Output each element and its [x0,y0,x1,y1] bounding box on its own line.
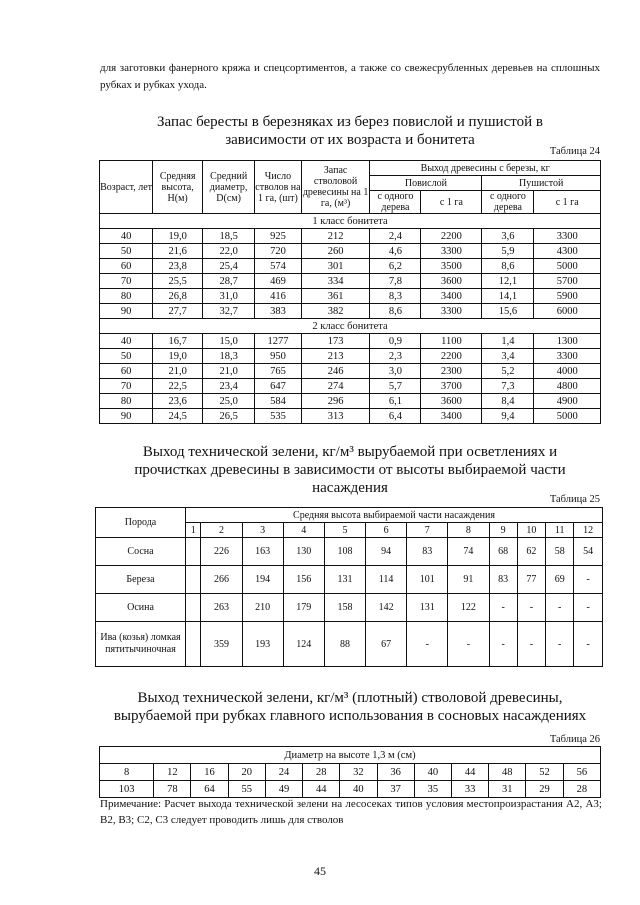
table-cell: 3400 [421,289,482,304]
table-cell: - [407,622,448,667]
table-cell: 64 [191,781,228,798]
table-cell: 647 [255,379,302,394]
table-cell: 296 [301,394,370,409]
table-cell: 3300 [421,244,482,259]
table-cell: 8,4 [482,394,534,409]
table-row [100,304,601,319]
table-cell: 28,7 [203,274,255,289]
diameter-cell: 24 [265,764,302,781]
header-height-value: 5 [324,523,365,538]
header-pushistaya: Пушистой [482,176,601,191]
table-cell: 266 [201,566,242,594]
table-cell: 124 [283,622,324,667]
table-cell: 2,3 [370,349,421,364]
table-cell: 131 [407,594,448,622]
table-cell: 68 [489,538,517,566]
table-cell: 5,9 [482,244,534,259]
table-cell: 21,0 [203,364,255,379]
table-cell: 23,6 [153,394,203,409]
header-yield: Выход древесины с березы, кг [370,161,601,176]
diameter-cell: 44 [451,764,488,781]
table-cell: 210 [242,594,283,622]
table-cell: 101 [407,566,448,594]
table-cell: 274 [301,379,370,394]
header-height-value: 3 [242,523,283,538]
table-cell: 584 [255,394,302,409]
table-cell: 103 [100,781,154,798]
table-cell: 5,2 [482,364,534,379]
intro-paragraph: для заготовки фанерного кряжа и спецсортиментов, а также со свежесрубленных деревьев на сплошных рубках и рубках ухода. [100,62,600,91]
table-cell: - [448,622,489,667]
table-cell: 25,4 [203,259,255,274]
header-height-value: 12 [574,523,603,538]
table-cell: 1,4 [482,334,534,349]
diameter-cell: 28 [303,764,340,781]
diameter-cell: 20 [228,764,265,781]
table-cell: 83 [407,538,448,566]
table-row [100,364,601,379]
table24-label: Таблица 24 [549,146,600,157]
table-cell: 313 [301,409,370,424]
header-diameter: Средний диаметр, D(см) [203,161,255,214]
table-cell: 246 [301,364,370,379]
table-cell: 18,3 [203,349,255,364]
table-cell [186,594,201,622]
table-cell: 3400 [421,409,482,424]
table-cell: 50 [100,244,153,259]
table-cell: 173 [301,334,370,349]
table-cell: 35 [414,781,451,798]
table-cell: 78 [154,781,191,798]
table-cell [186,538,201,566]
table-cell: 54 [574,538,603,566]
table-cell: 12,1 [482,274,534,289]
table-cell: 4000 [534,364,601,379]
table-cell: 535 [255,409,302,424]
header-per-tree: с одного дерева [370,191,421,214]
species-cell: Сосна [96,538,186,566]
section2-title-line1: Выход технической зелени, кг/м³ вырубаемой при осветлениях и [142,444,558,460]
section2-title-line3: насаждения [312,480,388,496]
table-cell: 16,7 [153,334,203,349]
table-cell: 19,0 [153,229,203,244]
table-cell: 1300 [534,334,601,349]
header-height-group: Средняя высота выбираемой части насаждения [186,508,603,523]
table-row [100,334,601,349]
section2-title-line2: прочистках древесины в зависимости от высоты выбираемой части [134,462,566,478]
table-cell: 80 [100,394,153,409]
table-cell: 765 [255,364,302,379]
table-cell: 55 [228,781,265,798]
table25-label: Таблица 25 [549,494,600,505]
table-cell: 260 [301,244,370,259]
table-cell: 23,8 [153,259,203,274]
table-cell: 32,7 [203,304,255,319]
table-cell: 80 [100,289,153,304]
species-cell: Береза [96,566,186,594]
table-cell: 6,4 [370,409,421,424]
table-cell: 212 [301,229,370,244]
table-cell: - [489,622,517,667]
table-cell: 334 [301,274,370,289]
table-cell: 469 [255,274,302,289]
table-cell: 2200 [421,229,482,244]
table-cell: 193 [242,622,283,667]
table-row [100,409,601,424]
table-row [96,538,603,566]
table-cell: 22,5 [153,379,203,394]
class1-label: 1 класс бонитета [100,214,601,229]
table-cell: 31 [489,781,526,798]
table-cell: 361 [301,289,370,304]
table-cell: 3500 [421,259,482,274]
table-cell: 108 [324,538,365,566]
table-cell: - [517,594,545,622]
section1-title-line2: зависимости от их возраста и бонитета [225,132,475,148]
table-cell: 3300 [421,304,482,319]
table-cell: - [574,594,603,622]
table-cell: 194 [242,566,283,594]
header-height-value: 10 [517,523,545,538]
table-cell: 83 [489,566,517,594]
table-cell: 383 [255,304,302,319]
class2-label: 2 класс бонитета [100,319,601,334]
note-paragraph: Примечание: Расчет выхода технической зелени на лесосеках типов условия местопроизрастания А2, А3; В2, В3; С2, С3 следует проводить лишь для стволов [100,798,602,826]
table-cell: 28 [563,781,600,798]
table-cell: 90 [100,409,153,424]
header-species: Порода [96,508,186,538]
diameter-cell: 48 [489,764,526,781]
diameter-cell: 16 [191,764,228,781]
table-cell: 3,0 [370,364,421,379]
table-cell: 70 [100,379,153,394]
table-cell: 8,3 [370,289,421,304]
table-row [96,566,603,594]
table-cell: 15,0 [203,334,255,349]
table-cell: 226 [201,538,242,566]
header-povislaya: Повислой [370,176,482,191]
table-cell: 156 [283,566,324,594]
table-cell [186,622,201,667]
table26-label: Таблица 26 [549,734,600,745]
table-cell: 4,6 [370,244,421,259]
table-cell: 263 [201,594,242,622]
table-cell: 62 [517,538,545,566]
table-cell: 44 [303,781,340,798]
table-cell: 40 [100,229,153,244]
table-cell: 8,6 [370,304,421,319]
table-cell: 94 [366,538,407,566]
table-cell: - [546,622,574,667]
header-stock: Запас стволовой древесины на 1 га, (м³) [301,161,370,214]
header-height-value: 2 [201,523,242,538]
table-cell: 19,0 [153,349,203,364]
table-cell: 37 [377,781,414,798]
table-cell: 8,6 [482,259,534,274]
diameter-cell: 40 [414,764,451,781]
table-row [100,379,601,394]
table-cell: 3300 [534,229,601,244]
table-cell: 40 [340,781,377,798]
table-row [96,622,603,667]
header-height-value: 11 [546,523,574,538]
table-cell: - [489,594,517,622]
table-cell: 4800 [534,379,601,394]
section3-title-line2: вырубаемой при рубках главного использования в сосновых насаждениях [113,708,587,724]
table-cell: 574 [255,259,302,274]
table-cell: 925 [255,229,302,244]
table-cell: 0,9 [370,334,421,349]
header-height-value: 6 [366,523,407,538]
table-cell: 90 [100,304,153,319]
header-height-value: 8 [448,523,489,538]
table-cell: 4300 [534,244,601,259]
header-height-value: 4 [283,523,324,538]
diameter-cell: 32 [340,764,377,781]
table-cell: - [574,622,603,667]
table-row [100,244,601,259]
table-cell: 163 [242,538,283,566]
table-cell: 158 [324,594,365,622]
table-cell: 950 [255,349,302,364]
table-cell: 5,7 [370,379,421,394]
table-cell: 6,2 [370,259,421,274]
diameter-cell: 8 [100,764,154,781]
table-cell: 49 [265,781,302,798]
table-25 [95,507,603,667]
header-per-ha: с 1 га [421,191,482,214]
table-cell: 60 [100,259,153,274]
table-cell: 2200 [421,349,482,364]
table-cell: 23,4 [203,379,255,394]
table-cell: 25,0 [203,394,255,409]
table-cell: 5900 [534,289,601,304]
table-row [96,594,603,622]
header-stems: Число стволов на 1 га, (шт) [255,161,302,214]
table-cell: 58 [546,538,574,566]
table-cell: 359 [201,622,242,667]
table-cell: 50 [100,349,153,364]
table-cell: 142 [366,594,407,622]
table-cell: 416 [255,289,302,304]
header-height-value: 1 [186,523,201,538]
table-cell: 77 [517,566,545,594]
table-cell: 213 [301,349,370,364]
header-per-ha: с 1 га [534,191,601,214]
table-cell: 26,8 [153,289,203,304]
table-cell: 24,5 [153,409,203,424]
table-24 [99,160,601,424]
table-cell: 26,5 [203,409,255,424]
table-cell: - [517,622,545,667]
table-cell: 301 [301,259,370,274]
table-cell: 60 [100,364,153,379]
section1-title-line1: Запас бересты в березняках из берез повислой и пушистой в [157,114,543,130]
table-cell: 2,4 [370,229,421,244]
table-cell: 74 [448,538,489,566]
section3-title-line1: Выход технической зелени, кг/м³ (плотный) стволовой древесины, [137,690,563,706]
table-row [100,229,601,244]
table-cell: 14,1 [482,289,534,304]
diameter-cell: 12 [154,764,191,781]
table-cell: 114 [366,566,407,594]
table-cell: 29 [526,781,563,798]
table-cell: 3,4 [482,349,534,364]
table-row [100,274,601,289]
table-cell: 130 [283,538,324,566]
table-cell: 3600 [421,274,482,289]
table-cell: 31,0 [203,289,255,304]
table-cell: 122 [448,594,489,622]
table-cell: 21,6 [153,244,203,259]
table-cell: 3,6 [482,229,534,244]
diameter-cell: 52 [526,764,563,781]
diameter-cell: 56 [563,764,600,781]
table-row [100,349,601,364]
table-cell: 25,5 [153,274,203,289]
diameter-cell: 36 [377,764,414,781]
table-cell: 3300 [534,349,601,364]
table-cell: 3700 [421,379,482,394]
table-cell: 720 [255,244,302,259]
table-cell: 5700 [534,274,601,289]
table-cell: 7,3 [482,379,534,394]
table-cell: 40 [100,334,153,349]
header-height: Средняя высота, Н(м) [153,161,203,214]
table-cell: 6000 [534,304,601,319]
table-cell: 9,4 [482,409,534,424]
table-cell: 7,8 [370,274,421,289]
table-cell [186,566,201,594]
table-cell: - [574,566,603,594]
table-cell: 15,6 [482,304,534,319]
header-diameter: Диаметр на высоте 1,3 м (см) [100,747,601,764]
table-cell: 6,1 [370,394,421,409]
header-height-value: 7 [407,523,448,538]
table-cell: 18,5 [203,229,255,244]
table-cell: 2300 [421,364,482,379]
table-cell: 5000 [534,259,601,274]
table-cell: 21,0 [153,364,203,379]
table-row [100,259,601,274]
table-cell: 131 [324,566,365,594]
table-cell: 382 [301,304,370,319]
table-cell: 33 [451,781,488,798]
table-cell: 67 [366,622,407,667]
header-per-tree: с одного дерева [482,191,534,214]
table-cell: 3600 [421,394,482,409]
table-cell: 27,7 [153,304,203,319]
table-cell: 1277 [255,334,302,349]
table-cell: 70 [100,274,153,289]
table-cell: 88 [324,622,365,667]
table-cell: 1100 [421,334,482,349]
table-cell: 22,0 [203,244,255,259]
table-cell: 4900 [534,394,601,409]
species-cell: Ива (козья) ломкая пятитычиночная [96,622,186,667]
table-cell: 91 [448,566,489,594]
header-height-value: 9 [489,523,517,538]
table-cell: - [546,594,574,622]
table-cell: 5000 [534,409,601,424]
table-row [100,289,601,304]
species-cell: Осина [96,594,186,622]
header-age: Возраст, лет [100,161,153,214]
table-cell: 69 [546,566,574,594]
table-row [100,781,601,798]
table-26 [99,746,601,798]
table-cell: 179 [283,594,324,622]
page-number: 45 [314,864,326,878]
table-row [100,394,601,409]
